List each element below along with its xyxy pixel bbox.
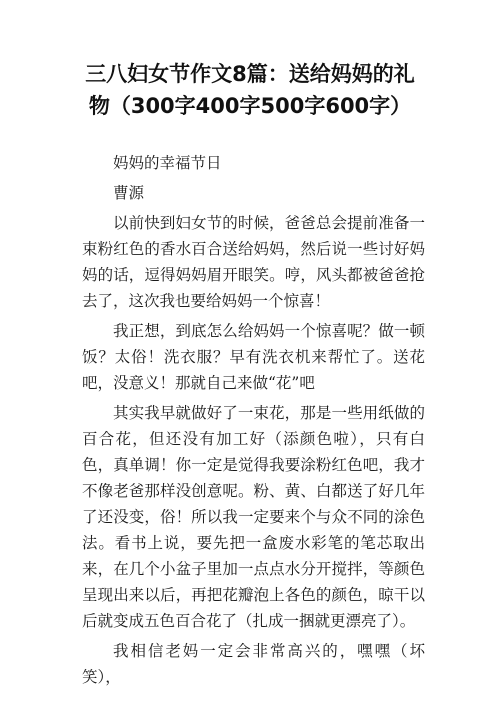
- document-title: [40, 58, 460, 122]
- essay-paragraph-3: 其实我早就做好了一束花，那是一些用纸做的百合花，但还没有加工好（添颜色啦），只有白色，真单调！你一定是觉得我要涂粉红色吧，我才不像老爸那样没创意呢。粉、黄、白都送了好几年了还没变，俗！所以我一定要来个与众不同的涂色法。看书上说，要先把一盒废水彩笔的笔芯取出来，在几个小盆子里加一点点水分开搅拌，等颜色呈现出来以后，再把花瓣泡上各色的颜色，晾干以后就变成五色百合花了（扎成一捆就更漂亮了）。: [82, 404, 425, 630]
- essay-body: [82, 150, 425, 690]
- essay-paragraph-2: 我正想，到底怎么给妈妈一个惊喜呢？做一顿饭？太俗！洗衣服？早有洗衣机来帮忙了。送花吧，没意义！那就自己来做“花”吧: [82, 322, 425, 392]
- essay-paragraph-4: 我相信老妈一定会非常高兴的，嘿嘿（坏笑），: [82, 642, 425, 686]
- title-line-1: 三八妇女节作文8篇：送给妈妈的礼: [85, 62, 415, 86]
- title-line-2: 物（300字400字500字600字）: [88, 94, 412, 118]
- essay-author: 曹源: [113, 184, 145, 202]
- essay-paragraph-1: 以前快到妇女节的时候，爸爸总会提前准备一束粉红色的香水百合送给妈妈，然后说一些讨好妈妈的话，逗得妈妈眉开眼笑。哼，风头都被爸爸抢去了，这次我也要给妈妈一个惊喜！: [82, 214, 425, 310]
- essay-heading: 妈妈的幸福节日: [113, 154, 222, 172]
